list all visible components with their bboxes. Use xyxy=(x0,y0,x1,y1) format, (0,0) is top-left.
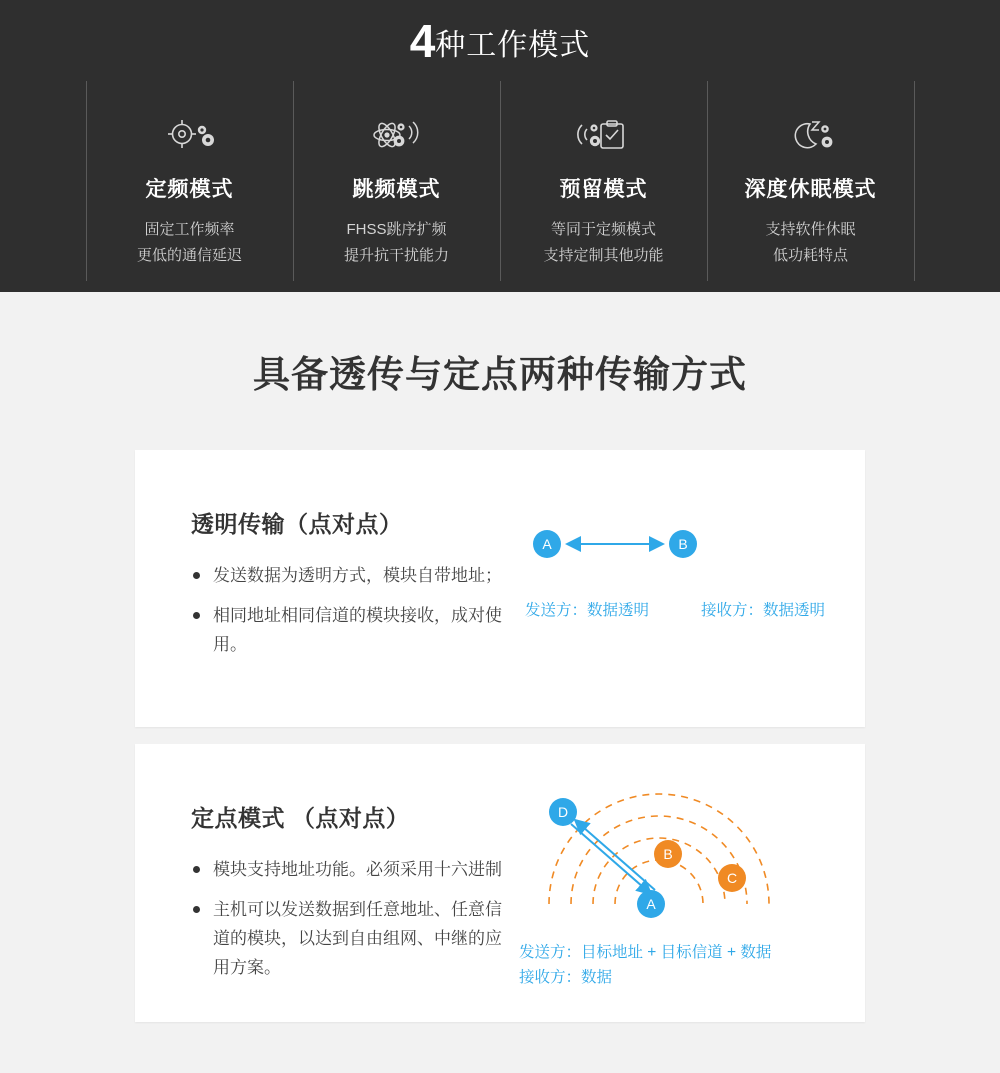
list-item-text: 发送数据为透明方式，模块自带地址； xyxy=(213,566,502,585)
svg-text:C: C xyxy=(726,870,738,886)
mode-card-fixed-frequency xyxy=(87,81,294,281)
bullet-dot-icon xyxy=(193,572,200,579)
mode-desc xyxy=(501,217,707,269)
mode-desc-line2: 支持定制其他功能 xyxy=(543,247,664,264)
mode-name: 跳频模式 xyxy=(352,178,441,201)
mode-name: 预留模式 xyxy=(559,178,648,201)
diagram-caption-sender: 发送方：目标地址 + 目标信道 + 数据 xyxy=(519,944,772,961)
work-modes-section xyxy=(0,0,1000,292)
bullet-dot-icon xyxy=(193,866,200,873)
transmission-section xyxy=(0,292,1000,1022)
mode-desc-line1: FHSS跳序扩频 xyxy=(346,221,447,238)
svg-text:D: D xyxy=(557,804,569,820)
diagram-caption-receiver: 接收方：数据透明 xyxy=(701,602,826,619)
list-item-text: 相同地址相同信道的模块接收，成对使用。 xyxy=(213,606,502,654)
diagram-point-to-point xyxy=(505,450,865,727)
card-fixed-point-mode xyxy=(135,744,865,1022)
frequency-hopping-icon xyxy=(294,113,500,159)
mode-desc-line1: 固定工作频率 xyxy=(144,221,235,238)
svg-text:A: A xyxy=(646,896,656,912)
list-item xyxy=(191,855,505,884)
deep-sleep-icon xyxy=(708,113,914,159)
reserved-mode-icon xyxy=(501,113,707,159)
bullet-dot-icon xyxy=(193,906,200,913)
mode-desc-line2: 更低的通信延迟 xyxy=(136,247,242,264)
list-item xyxy=(191,895,505,982)
mode-card-frequency-hopping xyxy=(294,81,501,281)
mode-desc xyxy=(294,217,500,269)
work-modes-list xyxy=(86,81,915,281)
bullet-list xyxy=(191,855,505,982)
list-item-text: 主机可以发送数据到任意地址、任意信道的模块，以达到自由组网、中继的应用方案。 xyxy=(213,900,502,977)
card-heading: 透明传输（点对点） xyxy=(191,511,403,537)
svg-text:A: A xyxy=(542,536,552,552)
mode-desc-line1: 支持软件休眠 xyxy=(765,221,856,238)
list-item xyxy=(191,561,505,590)
mode-desc-line1: 等同于定频模式 xyxy=(550,221,656,238)
mode-desc xyxy=(87,217,293,269)
list-item-text: 模块支持地址功能。必须采用十六进制 xyxy=(213,860,502,879)
bullet-dot-icon xyxy=(193,612,200,619)
work-modes-title-text: 种工作模式 xyxy=(435,29,591,62)
page-title: 具备透传与定点两种传输方式 xyxy=(253,354,747,395)
mode-name: 深度休眠模式 xyxy=(744,178,877,201)
mode-desc-line2: 提升抗干扰能力 xyxy=(343,247,449,264)
mode-card-deep-sleep xyxy=(708,81,915,281)
mode-desc-line2: 低功耗特点 xyxy=(772,247,848,264)
svg-text:B: B xyxy=(663,846,673,862)
card-heading: 定点模式 （点对点） xyxy=(191,805,410,831)
diagram-caption-receiver: 接收方：数据 xyxy=(519,969,613,986)
mode-card-reserved xyxy=(501,81,708,281)
bullet-list xyxy=(191,561,505,659)
work-modes-title xyxy=(0,0,1000,67)
mode-name: 定频模式 xyxy=(145,178,234,201)
mode-desc xyxy=(708,217,914,269)
card-transparent-transmission xyxy=(135,450,865,727)
list-item xyxy=(191,601,505,659)
diagram-caption-sender: 发送方：数据透明 xyxy=(525,602,650,619)
fixed-frequency-icon xyxy=(87,113,293,159)
work-modes-count: 4 xyxy=(409,15,436,67)
svg-text:B: B xyxy=(678,536,688,552)
diagram-fixed-point xyxy=(505,744,865,1022)
